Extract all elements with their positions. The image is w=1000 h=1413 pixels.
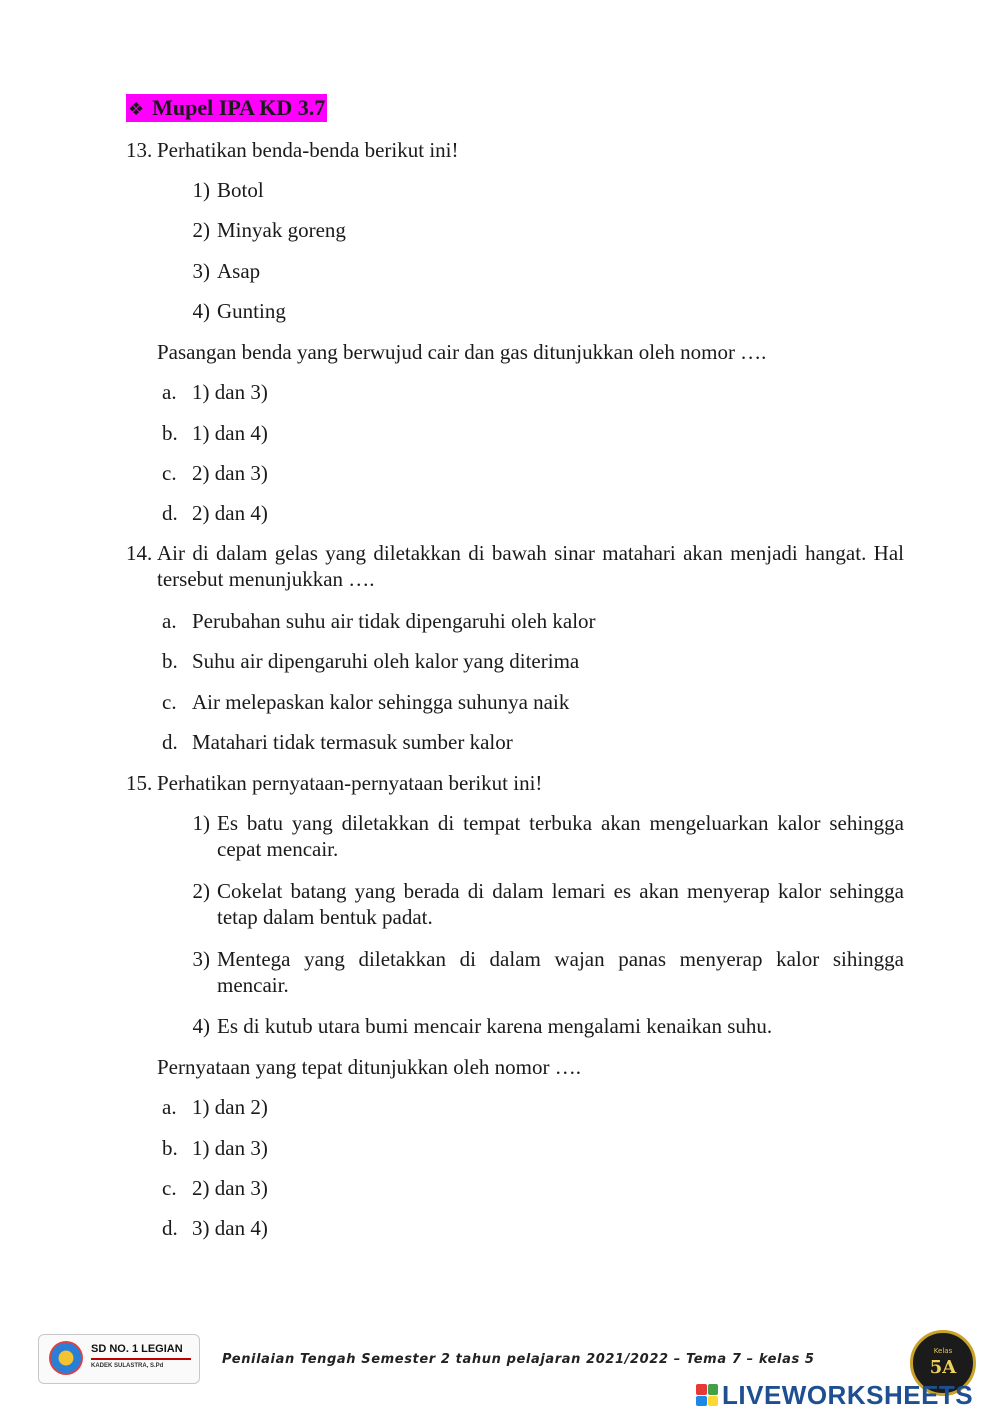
option-text: 1) dan 2) [192, 1095, 268, 1119]
answer-option-c[interactable] [162, 689, 569, 715]
item-text: Es batu yang diletakkan di tempat terbuka akan mengeluarkan kalor sehingga cepat mencair. [217, 811, 904, 861]
list-item [180, 810, 904, 862]
item-number: 1) [192, 811, 210, 835]
question-prompt: Pasangan benda yang berwujud cair dan gas ditunjukkan oleh nomor …. [157, 340, 767, 364]
option-letter: c. [162, 690, 177, 714]
option-text: Suhu air dipengaruhi oleh kalor yang diterima [192, 649, 580, 673]
school-logo [38, 1334, 200, 1384]
brand-name: LIVEWORKSHEETS [722, 1379, 974, 1410]
diamond-bullet-icon: ❖ [128, 99, 145, 120]
answer-option-b[interactable] [162, 420, 268, 446]
option-text: 1) dan 3) [192, 1136, 268, 1160]
badge-class: 5A [929, 1357, 957, 1378]
question-number: 15. [126, 771, 153, 795]
option-text: Air melepaskan kalor sehingga suhunya naik [192, 690, 570, 714]
answer-option-d[interactable] [162, 500, 268, 526]
exam-title: Penilaian Tengah Semester 2 tahun pelajaran 2021/2022 – Tema 7 – kelas 5 [222, 1352, 815, 1367]
option-letter: d. [162, 501, 178, 525]
list-item [180, 1013, 772, 1039]
item-text: Botol [217, 178, 264, 202]
answer-option-a[interactable] [162, 608, 596, 634]
option-letter: d. [162, 730, 178, 754]
option-letter: b. [162, 649, 178, 673]
question-prompt: Pernyataan yang tepat ditunjukkan oleh nomor …. [157, 1055, 581, 1079]
option-text: Perubahan suhu air tidak dipengaruhi oleh kalor [192, 609, 596, 633]
item-number: 3) [192, 947, 210, 971]
list-item [180, 298, 286, 324]
list-item [180, 258, 260, 284]
answer-option-d[interactable] [162, 729, 513, 755]
option-text: 2) dan 3) [192, 461, 268, 485]
liveworksheets-logo[interactable] [696, 1380, 973, 1410]
option-letter: b. [162, 421, 178, 445]
question-14 [126, 540, 904, 592]
item-text: Es di kutub utara bumi mencair karena mengalami kenaikan suhu. [217, 1014, 773, 1038]
answer-option-d[interactable] [162, 1215, 268, 1241]
question-13 [126, 137, 458, 163]
question-text: Air di dalam gelas yang diletakkan di bawah sinar matahari akan menjadi hangat. Hal tersebut menunjukkan …. [157, 541, 904, 591]
option-letter: c. [162, 1176, 177, 1200]
list-item [180, 878, 904, 930]
item-number: 2) [192, 879, 210, 903]
answer-option-b[interactable] [162, 1135, 268, 1161]
question-number: 14. [126, 541, 153, 565]
item-number: 4) [192, 1014, 210, 1038]
item-number: 3) [192, 259, 210, 283]
answer-option-b[interactable] [162, 648, 579, 674]
teacher-name: KADEK SULASTRA, S.Pd [91, 1363, 164, 1369]
item-text: Minyak goreng [217, 218, 346, 242]
option-text: 2) dan 3) [192, 1176, 268, 1200]
liveworksheets-icon [696, 1384, 718, 1406]
item-text: Asap [217, 259, 261, 283]
item-number: 4) [192, 299, 210, 323]
item-number: 1) [192, 178, 210, 202]
list-item [180, 177, 264, 203]
item-text: Gunting [217, 299, 286, 323]
item-number: 2) [192, 218, 210, 242]
answer-option-c[interactable] [162, 1175, 268, 1201]
section-heading [126, 94, 327, 122]
school-seal-icon [49, 1341, 83, 1375]
question-15 [126, 770, 542, 796]
option-letter: b. [162, 1136, 178, 1160]
item-text: Cokelat batang yang berada di dalam lemari es akan menyerap kalor sehingga tetap dalam bentuk padat. [217, 879, 904, 929]
answer-option-a[interactable] [162, 379, 268, 405]
option-letter: a. [162, 1095, 177, 1119]
divider [91, 1358, 191, 1360]
option-text: 1) dan 4) [192, 421, 268, 445]
list-item [180, 946, 904, 998]
option-letter: a. [162, 609, 177, 633]
option-letter: c. [162, 461, 177, 485]
list-item [180, 217, 346, 243]
option-text: 1) dan 3) [192, 380, 268, 404]
question-text: Perhatikan pernyataan-pernyataan berikut ini! [157, 771, 543, 795]
answer-option-a[interactable] [162, 1094, 268, 1120]
answer-option-c[interactable] [162, 460, 268, 486]
option-text: 3) dan 4) [192, 1216, 268, 1240]
item-text: Mentega yang diletakkan di dalam wajan panas menyerap kalor sihingga mencair. [217, 947, 904, 997]
option-text: 2) dan 4) [192, 501, 268, 525]
section-heading-text: Mupel IPA KD 3.7 [152, 95, 326, 120]
option-letter: a. [162, 380, 177, 404]
school-name: SD NO. 1 LEGIAN [91, 1343, 183, 1355]
option-letter: d. [162, 1216, 178, 1240]
question-number: 13. [126, 138, 153, 162]
question-text: Perhatikan benda-benda berikut ini! [157, 138, 459, 162]
badge-label: Kelas [933, 1347, 953, 1355]
option-text: Matahari tidak termasuk sumber kalor [192, 730, 513, 754]
